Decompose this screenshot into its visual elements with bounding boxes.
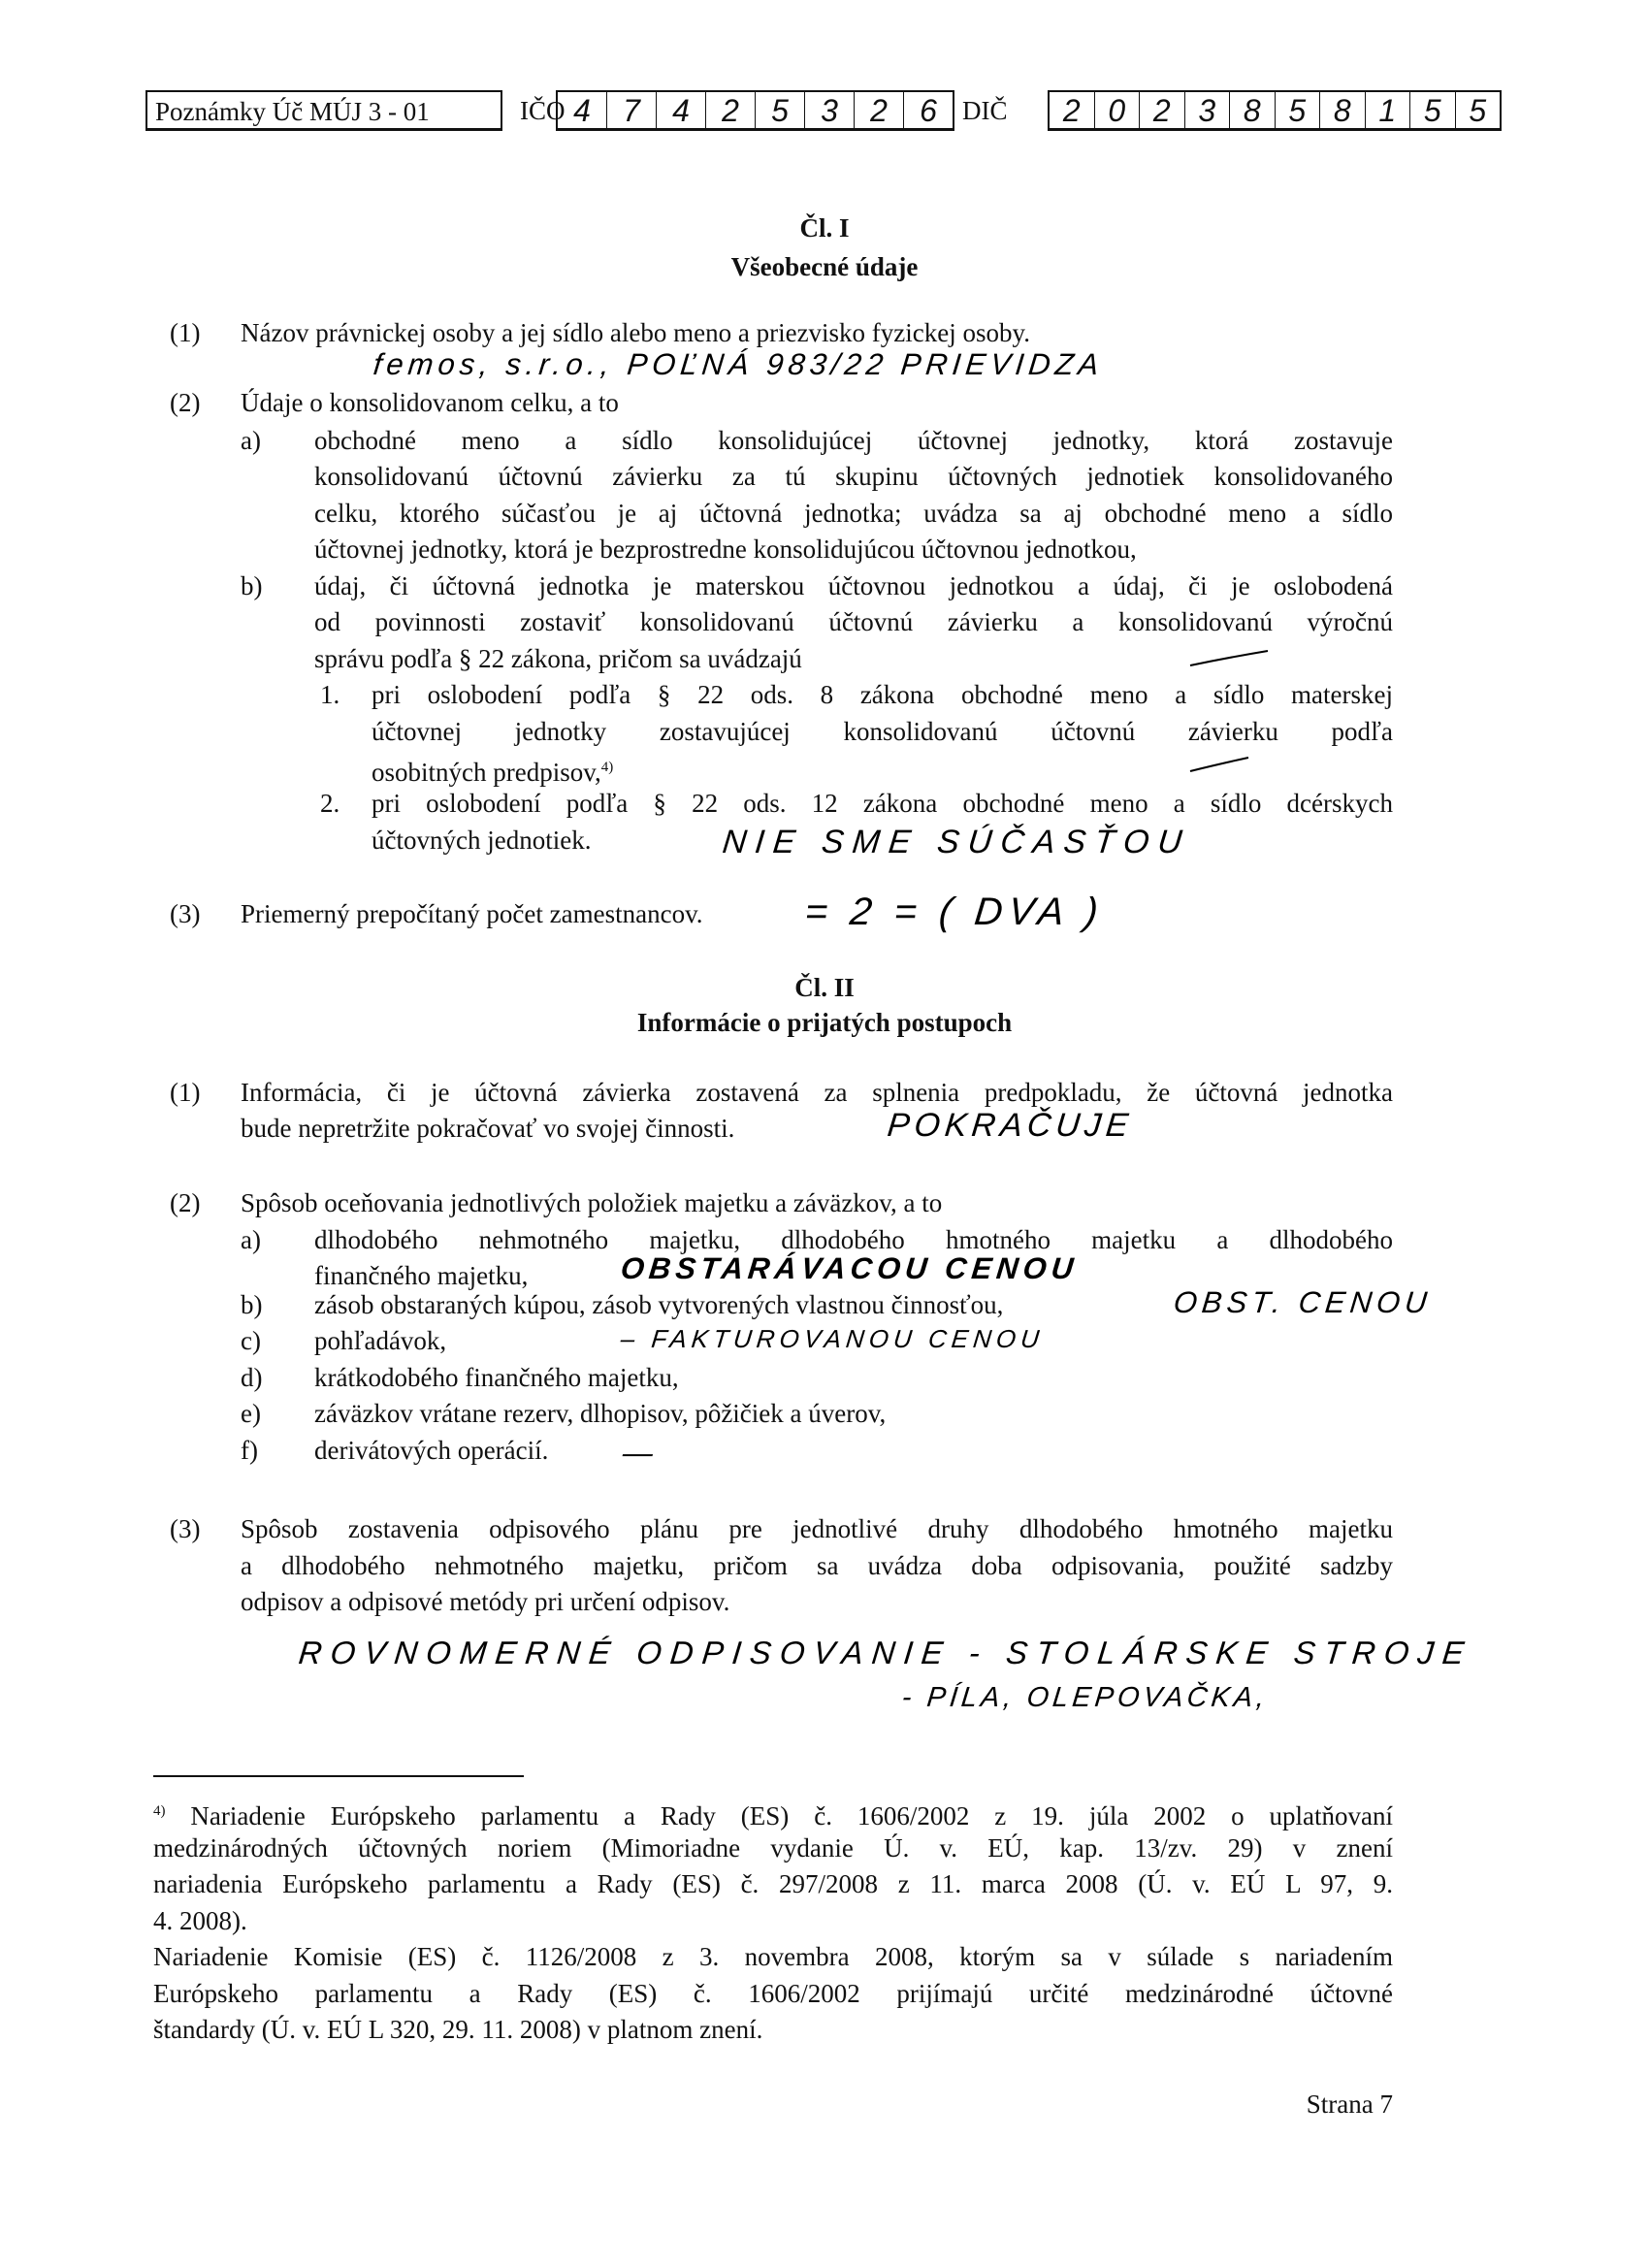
item-number: (2) xyxy=(170,388,201,417)
handwritten-answer: femos, s.r.o., POĽNÁ 983/22 PRIEVIDZA xyxy=(372,347,1106,381)
dic-digit: 5 xyxy=(1469,93,1487,128)
text-line: záväzkov vrátane rezerv, dlhopisov, pôžičiek a úverov, xyxy=(314,1399,887,1428)
dic-digit: 5 xyxy=(1276,92,1321,128)
subitem-label: 1. xyxy=(320,680,340,709)
subitem-label: d) xyxy=(241,1363,263,1392)
subitem-label: b) xyxy=(241,1290,263,1319)
text-line: účtovných jednotiek. xyxy=(372,826,592,855)
section-2-subtitle: Informácie o prijatých postupoch xyxy=(636,1008,1013,1037)
text-line: celku, ktorého súčasťou je aj účtovná jednotka; uvádza sa aj obchodné meno a sídlo xyxy=(314,499,1393,528)
text-line: finančného majetku, xyxy=(314,1261,529,1290)
subitem-label: a) xyxy=(241,1225,261,1254)
handwritten-answer: - PÍLA, OLEPOVAČKA, xyxy=(900,1682,1271,1713)
handwritten-answer: — xyxy=(621,1436,660,1470)
handwritten-answer: – FAKTUROVANOU CENOU xyxy=(619,1324,1046,1353)
text-line: obchodné meno a sídlo konsolidujúcej účtovnej jednotky, ktorá zostavuje xyxy=(314,426,1393,455)
item-number: (2) xyxy=(170,1188,201,1217)
text-line xyxy=(372,750,613,790)
text-line: dlhodobého nehmotného majetku, dlhodobého hmotného majetku a dlhodobého xyxy=(314,1225,1393,1254)
item-number: (3) xyxy=(170,899,201,928)
footnote-line: medzinárodných účtovných noriem (Mimoriadne vydanie Ú. v. EÚ, kap. 13/zv. 29) v znení xyxy=(153,1833,1393,1863)
subitem-label: e) xyxy=(241,1399,261,1428)
text-line: Spôsob zostavenia odpisového plánu pre jednotlivé druhy dlhodobého hmotného majetku xyxy=(241,1514,1393,1543)
text-line: pri oslobodení podľa § 22 ods. 8 zákona obchodné meno a sídlo materskej xyxy=(372,680,1393,709)
text-line: pri oslobodení podľa § 22 ods. 12 zákona obchodné meno a sídlo dcérskych xyxy=(372,789,1393,818)
item-text: Priemerný prepočítaný počet zamestnancov. xyxy=(241,899,703,928)
ico-field[interactable] xyxy=(556,90,954,131)
handwritten-dash-icon xyxy=(1188,648,1271,669)
handwritten-answer: OBST. CENOU xyxy=(1172,1285,1434,1319)
text-line: derivátových operácií. xyxy=(314,1436,549,1465)
dic-digit: 0 xyxy=(1095,92,1141,128)
handwritten-answer: OBSTARÁVACOU CENOU xyxy=(619,1251,1081,1285)
handwritten-dash-icon xyxy=(1188,755,1251,774)
dic-digit: 1 xyxy=(1366,92,1411,128)
section-1-subtitle: Všeobecné údaje xyxy=(730,252,919,281)
subitem-label: a) xyxy=(241,426,261,455)
text-line: a dlhodobého nehmotného majetku, pričom sa uvádza doba odpisovania, použité sadzby xyxy=(241,1551,1393,1580)
form-label-box xyxy=(146,90,502,131)
text-line: správu podľa § 22 zákona, pričom sa uvádzajú xyxy=(314,644,802,673)
item-text: Údaje o konsolidovanom celku, a to xyxy=(241,388,619,417)
text-line: údaj, či účtovná jednotka je materskou účtovnou jednotkou a údaj, či je oslobodená xyxy=(314,571,1393,600)
ico-digit: 7 xyxy=(607,92,657,128)
dic-digit: 5 xyxy=(1410,92,1456,128)
footnote-line xyxy=(153,1794,1393,1833)
text-line: krátkodobého finančného majetku, xyxy=(314,1363,679,1392)
subitem-label: b) xyxy=(241,571,263,600)
text-line: konsolidovanú účtovnú závierku za tú skupinu účtovných jednotiek konsolidovaného xyxy=(314,462,1393,491)
subitem-label: c) xyxy=(241,1326,261,1355)
ico-digit: 2 xyxy=(855,92,904,128)
footnote-line: Európskeho parlamentu a Rady (ES) č. 1606/2002 prijímajú určité medzinárodné účtovné xyxy=(153,1979,1393,2008)
footnote-line: Nariadenie Komisie (ES) č. 1126/2008 z 3. novembra 2008, ktorým sa v súlade s nariadením xyxy=(153,1942,1393,1971)
item-text: Názov právnickej osoby a jej sídlo alebo meno a priezvisko fyzickej osoby. xyxy=(241,318,1031,347)
handwritten-answer: ROVNOMERNÉ ODPISOVANIE - STOLÁRSKE STROJE xyxy=(297,1635,1475,1670)
footnote-ref: 4) xyxy=(600,760,614,775)
ico-digit: 3 xyxy=(805,92,855,128)
handwritten-answer: POKRAČUJE xyxy=(886,1107,1135,1144)
text-line: účtovnej jednotky zostavujúcej konsolidovanú účtovnú závierku podľa xyxy=(372,717,1393,746)
ico-digit: 4 xyxy=(657,92,706,128)
footnote-line: nariadenia Európskeho parlamentu a Rady (ES) č. 297/2008 z 11. marca 2008 (Ú. v. EÚ L 97, 9. xyxy=(153,1869,1393,1898)
ico-digit: 5 xyxy=(756,92,805,128)
ico-digit: 4 xyxy=(558,92,607,128)
section-2-title: Čl. II xyxy=(794,973,855,1002)
subitem-label: f) xyxy=(241,1436,258,1465)
dic-label: DIČ xyxy=(962,96,1008,125)
handwritten-answer: NIE SME SÚČASŤOU xyxy=(721,824,1193,860)
dic-field[interactable] xyxy=(1048,90,1502,131)
dic-digit: 8 xyxy=(1320,92,1366,128)
text-line: odpisov a odpisové metódy pri určení odpisov. xyxy=(241,1587,730,1616)
dic-digit: 3 xyxy=(1185,92,1231,128)
dic-digit: 8 xyxy=(1230,92,1276,128)
footnote-mark: 4) xyxy=(153,1803,166,1819)
item-number: (1) xyxy=(170,318,201,347)
item-number: (3) xyxy=(170,1514,201,1543)
dic-digit: 2 xyxy=(1050,92,1095,128)
text-line: účtovnej jednotky, ktorá je bezprostredne konsolidujúcou účtovnou jednotkou, xyxy=(314,535,1137,564)
item-text: Spôsob oceňovania jednotlivých položiek majetku a záväzkov, a to xyxy=(241,1188,943,1217)
footnote-line: 4. 2008). xyxy=(153,1906,247,1935)
form-label: Poznámky Úč MÚJ 3 - 01 xyxy=(155,97,430,126)
footnote-divider xyxy=(153,1775,524,1777)
text-line: pohľadávok, xyxy=(314,1326,447,1355)
page-number: Strana 7 xyxy=(1306,2090,1393,2119)
dic-digit: 2 xyxy=(1140,92,1185,128)
subitem-label: 2. xyxy=(320,789,340,818)
section-1-title: Čl. I xyxy=(799,213,850,243)
footnote-text: Nariadenie Európskeho parlamentu a Rady (ES) č. 1606/2002 z 19. júla 2002 o uplatňovaní xyxy=(190,1801,1394,1831)
text-line: bude nepretržite pokračovať vo svojej činnosti. xyxy=(241,1114,735,1143)
text-line: zásob obstaraných kúpou, zásob vytvorených vlastnou činnosťou, xyxy=(314,1290,1004,1319)
footnote-line: štandardy (Ú. v. EÚ L 320, 29. 11. 2008) v platnom znení. xyxy=(153,2015,763,2044)
text-line: Informácia, či je účtovná závierka zostavená za splnenia predpokladu, že účtovná jednotka xyxy=(241,1078,1393,1107)
item-number: (1) xyxy=(170,1078,201,1107)
ico-label: IČO xyxy=(520,96,566,125)
handwritten-answer: = 2 = ( DVA ) xyxy=(802,891,1107,933)
ico-digit: 2 xyxy=(706,92,756,128)
text-line-content: osobitných predpisov, xyxy=(372,758,601,787)
text-line: od povinnosti zostaviť konsolidovanú účtovnú závierku a konsolidovanú výročnú xyxy=(314,607,1393,636)
ico-digit: 6 xyxy=(920,93,937,128)
